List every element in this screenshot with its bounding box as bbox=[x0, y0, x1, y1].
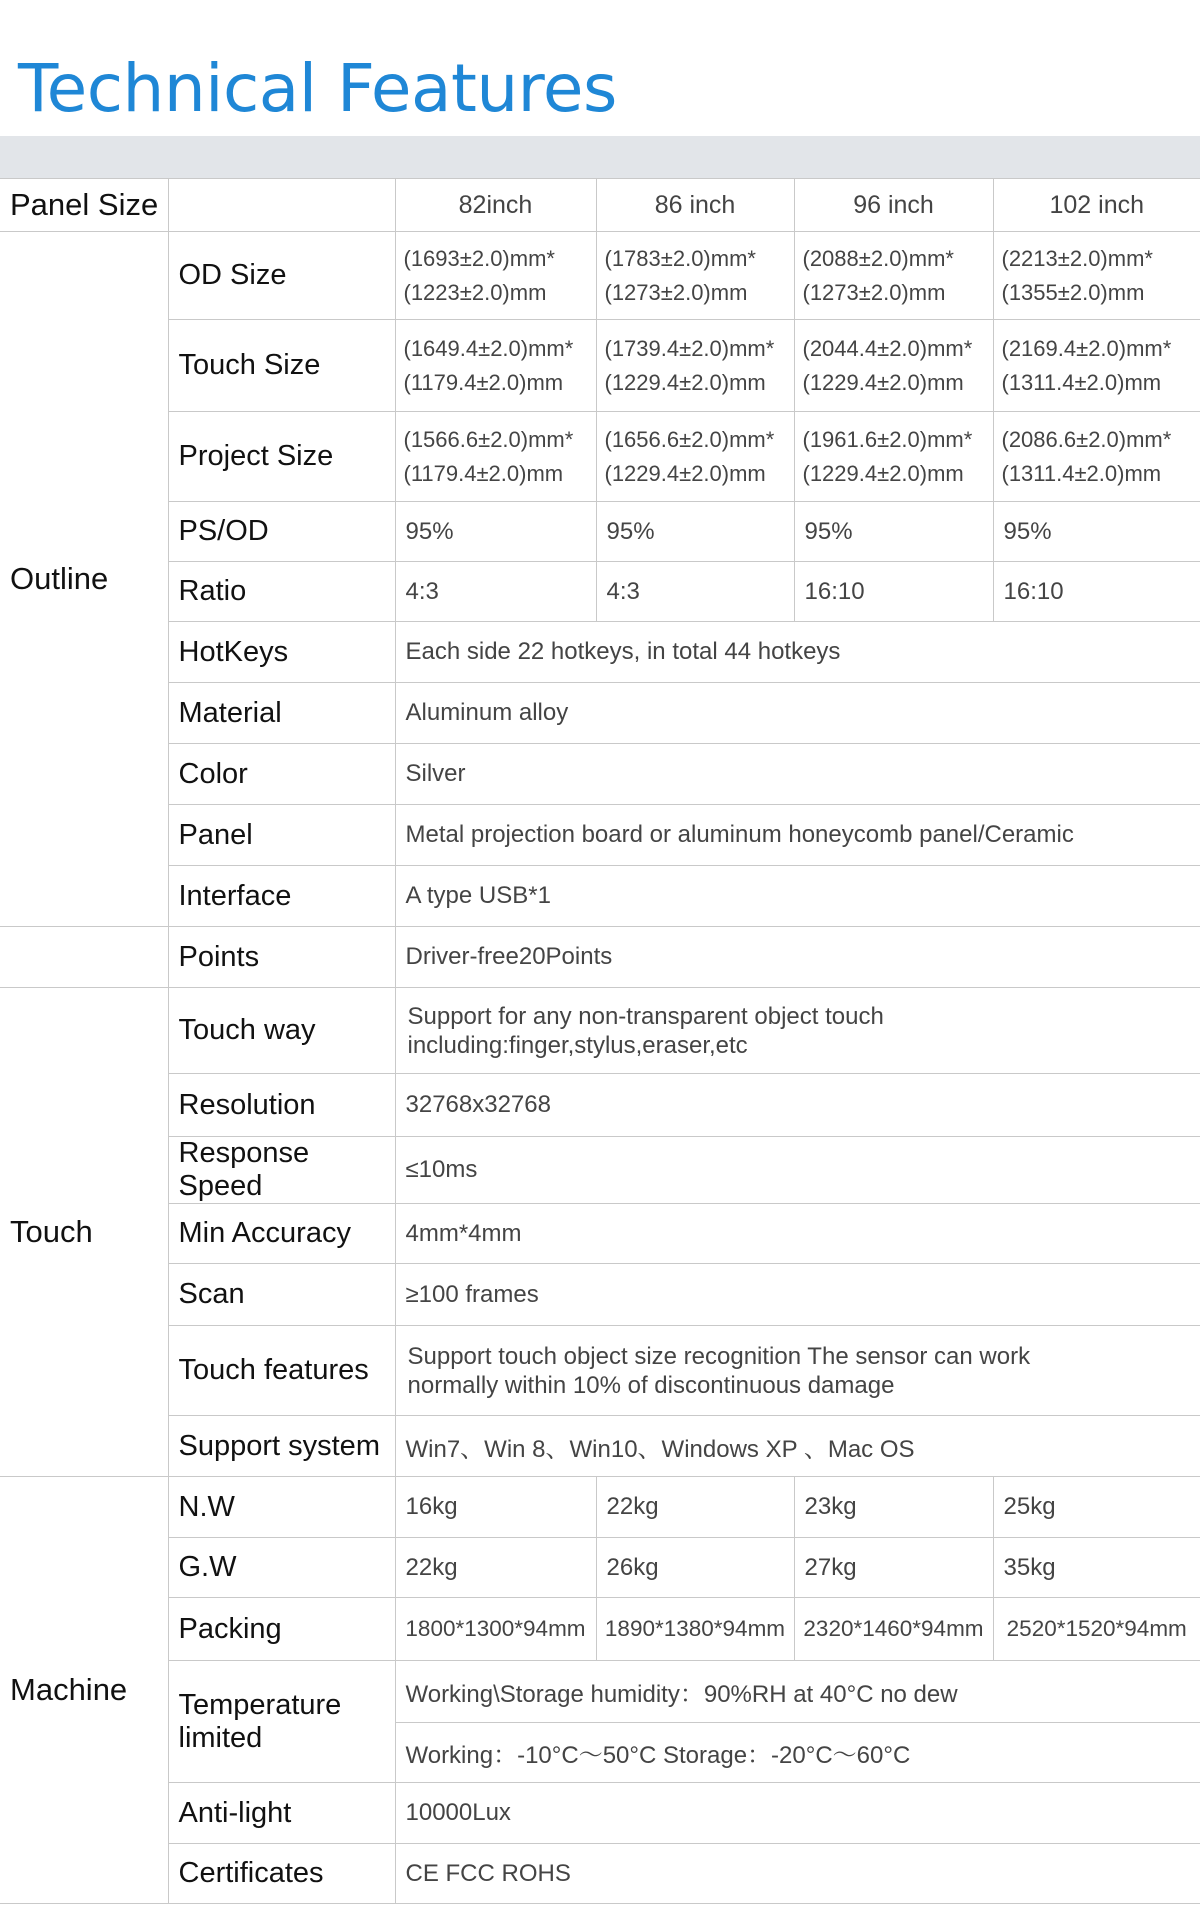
min-accuracy-label: Min Accuracy bbox=[168, 1204, 395, 1264]
panel-size-label: Panel Size bbox=[0, 179, 168, 232]
resolution-label: Resolution bbox=[168, 1074, 395, 1137]
humidity-value: Working\Storage humidity：90%RH at 40°C no dew bbox=[395, 1661, 1200, 1723]
touch-size-label: Touch Size bbox=[168, 320, 395, 412]
ps-od-label: PS/OD bbox=[168, 502, 395, 562]
touch-way-row bbox=[0, 988, 1200, 1074]
points-label: Points bbox=[168, 927, 395, 988]
color-value: Silver bbox=[395, 744, 1200, 805]
panel-size-row bbox=[0, 179, 1200, 232]
model-82: 82inch bbox=[395, 179, 596, 232]
temperature-range-value: Working：-10°C～50°C Storage：-20°C～60°C bbox=[395, 1723, 1200, 1783]
touch-size-82: (1649.4±2.0)mm* (1179.4±2.0)mm bbox=[395, 320, 596, 412]
touch-group-label: Touch bbox=[0, 988, 168, 1477]
panel-label: Panel bbox=[168, 805, 395, 866]
material-row bbox=[0, 683, 1200, 744]
color-row bbox=[0, 744, 1200, 805]
ps-od-82: 95% bbox=[395, 502, 596, 562]
ps-od-86: 95% bbox=[596, 502, 794, 562]
gw-86: 26kg bbox=[596, 1538, 794, 1598]
humidity-row bbox=[0, 1661, 1200, 1723]
interface-label: Interface bbox=[168, 866, 395, 927]
model-86: 86 inch bbox=[596, 179, 794, 232]
panel-value: Metal projection board or aluminum honeycomb panel/Ceramic bbox=[395, 805, 1200, 866]
od-size-86: (1783±2.0)mm* (1273±2.0)mm bbox=[596, 232, 794, 320]
od-size-82: (1693±2.0)mm* (1223±2.0)mm bbox=[395, 232, 596, 320]
ratio-label: Ratio bbox=[168, 562, 395, 622]
ratio-86: 4:3 bbox=[596, 562, 794, 622]
resolution-row bbox=[0, 1074, 1200, 1137]
packing-82: 1800*1300*94mm bbox=[395, 1598, 596, 1661]
gw-96: 27kg bbox=[794, 1538, 993, 1598]
anti-light-label: Anti-light bbox=[168, 1783, 395, 1844]
ratio-102: 16:10 bbox=[993, 562, 1200, 622]
project-size-86: (1656.6±2.0)mm* (1229.4±2.0)mm bbox=[596, 412, 794, 502]
certificates-label: Certificates bbox=[168, 1844, 395, 1904]
anti-light-row bbox=[0, 1783, 1200, 1844]
model-96: 96 inch bbox=[794, 179, 993, 232]
scan-value: ≥100 frames bbox=[395, 1264, 1200, 1326]
support-system-value: Win7、Win 8、Win10、Windows XP 、Mac OS bbox=[395, 1416, 1200, 1477]
min-accuracy-value: 4mm*4mm bbox=[395, 1204, 1200, 1264]
touch-size-row bbox=[0, 320, 1200, 412]
scan-label: Scan bbox=[168, 1264, 395, 1326]
od-size-96: (2088±2.0)mm* (1273±2.0)mm bbox=[794, 232, 993, 320]
touch-size-96: (2044.4±2.0)mm* (1229.4±2.0)mm bbox=[794, 320, 993, 412]
packing-86: 1890*1380*94mm bbox=[596, 1598, 794, 1661]
gw-102: 35kg bbox=[993, 1538, 1200, 1598]
resolution-value: 32768x32768 bbox=[395, 1074, 1200, 1137]
touch-size-86: (1739.4±2.0)mm* (1229.4±2.0)mm bbox=[596, 320, 794, 412]
points-group-blank bbox=[0, 927, 168, 988]
od-size-label: OD Size bbox=[168, 232, 395, 320]
touch-features-label: Touch features bbox=[168, 1326, 395, 1416]
material-label: Material bbox=[168, 683, 395, 744]
touch-features-row bbox=[0, 1326, 1200, 1416]
ps-od-row bbox=[0, 502, 1200, 562]
interface-value: A type USB*1 bbox=[395, 866, 1200, 927]
packing-row bbox=[0, 1598, 1200, 1661]
packing-102: 2520*1520*94mm bbox=[993, 1598, 1200, 1661]
points-row bbox=[0, 927, 1200, 988]
model-102: 102 inch bbox=[993, 179, 1200, 232]
certificates-row bbox=[0, 1844, 1200, 1904]
nw-102: 25kg bbox=[993, 1477, 1200, 1538]
touch-way-value: Support for any non-transparent object touch including:finger,stylus,eraser,etc bbox=[395, 988, 1200, 1074]
certificates-value: CE FCC ROHS bbox=[395, 1844, 1200, 1904]
gw-82: 22kg bbox=[395, 1538, 596, 1598]
spec-table bbox=[0, 178, 1200, 1904]
hotkeys-label: HotKeys bbox=[168, 622, 395, 683]
material-value: Aluminum alloy bbox=[395, 683, 1200, 744]
project-size-label: Project Size bbox=[168, 412, 395, 502]
response-speed-row bbox=[0, 1137, 1200, 1204]
touch-features-value: Support touch object size recognition The sensor can work normally within 10% of discontinuous damage bbox=[395, 1326, 1200, 1416]
hotkeys-row bbox=[0, 622, 1200, 683]
header-band bbox=[0, 136, 1200, 178]
outline-group-label: Outline bbox=[0, 232, 168, 927]
response-speed-label: Response Speed bbox=[168, 1137, 395, 1204]
nw-82: 16kg bbox=[395, 1477, 596, 1538]
page-title: Technical Features bbox=[18, 50, 617, 127]
ps-od-102: 95% bbox=[993, 502, 1200, 562]
nw-86: 22kg bbox=[596, 1477, 794, 1538]
touch-size-102: (2169.4±2.0)mm* (1311.4±2.0)mm bbox=[993, 320, 1200, 412]
color-label: Color bbox=[168, 744, 395, 805]
project-size-102: (2086.6±2.0)mm* (1311.4±2.0)mm bbox=[993, 412, 1200, 502]
ratio-96: 16:10 bbox=[794, 562, 993, 622]
machine-group-label: Machine bbox=[0, 1477, 168, 1904]
touch-way-label: Touch way bbox=[168, 988, 395, 1074]
nw-row bbox=[0, 1477, 1200, 1538]
points-value: Driver-free20Points bbox=[395, 927, 1200, 988]
od-size-102: (2213±2.0)mm* (1355±2.0)mm bbox=[993, 232, 1200, 320]
panel-size-blank bbox=[168, 179, 395, 232]
support-system-row bbox=[0, 1416, 1200, 1477]
project-size-82: (1566.6±2.0)mm* (1179.4±2.0)mm bbox=[395, 412, 596, 502]
scan-row bbox=[0, 1264, 1200, 1326]
hotkeys-value: Each side 22 hotkeys, in total 44 hotkeys bbox=[395, 622, 1200, 683]
panel-row bbox=[0, 805, 1200, 866]
project-size-96: (1961.6±2.0)mm* (1229.4±2.0)mm bbox=[794, 412, 993, 502]
nw-label: N.W bbox=[168, 1477, 395, 1538]
ratio-row bbox=[0, 562, 1200, 622]
interface-row bbox=[0, 866, 1200, 927]
ratio-82: 4:3 bbox=[395, 562, 596, 622]
support-system-label: Support system bbox=[168, 1416, 395, 1477]
min-accuracy-row bbox=[0, 1204, 1200, 1264]
ps-od-96: 95% bbox=[794, 502, 993, 562]
od-size-row bbox=[0, 232, 1200, 320]
project-size-row bbox=[0, 412, 1200, 502]
gw-row bbox=[0, 1538, 1200, 1598]
nw-96: 23kg bbox=[794, 1477, 993, 1538]
gw-label: G.W bbox=[168, 1538, 395, 1598]
packing-label: Packing bbox=[168, 1598, 395, 1661]
temperature-label: Temperature limited bbox=[168, 1661, 395, 1783]
response-speed-value: ≤10ms bbox=[395, 1137, 1200, 1204]
packing-96: 2320*1460*94mm bbox=[794, 1598, 993, 1661]
anti-light-value: 10000Lux bbox=[395, 1783, 1200, 1844]
